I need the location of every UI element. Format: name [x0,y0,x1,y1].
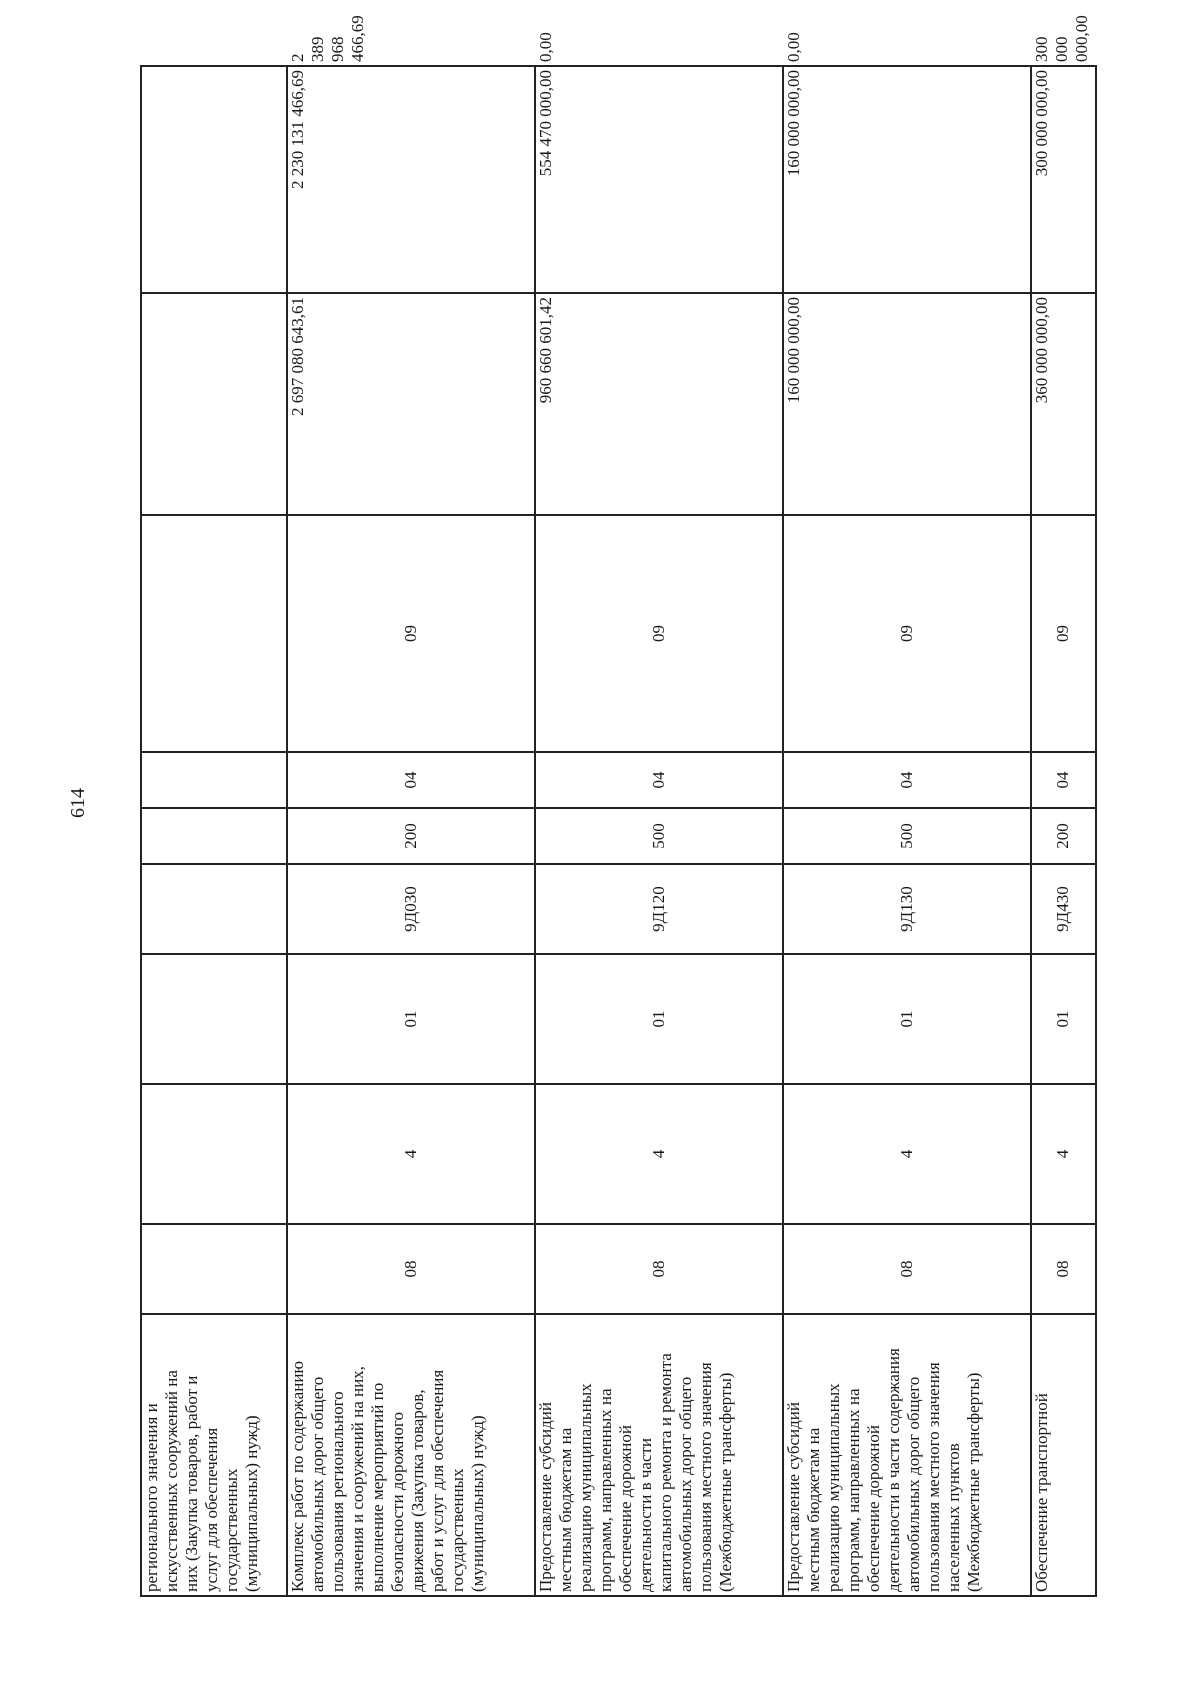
code-cell: 08 [535,1224,783,1314]
code-cell: 04 [287,752,535,808]
code-cell: 09 [783,515,1031,752]
amount-cell: 2 230 131 466,69 [287,66,535,293]
table-row: Предоставление субсидий местным бюджетам на реализацию муниципальных программ, направленных на обеспечение дорожной деятельности в части содержания автомобильных дорог общего пользования местного значения населенных пунктов (Межбюджетные трансферты) 08 4 01 9Д130 500 04 09 160 000 000,00 160 000 000,00 0,00 [783,66,1031,1596]
code-cell: 08 [783,1224,1031,1314]
code-cell: 200 [287,808,535,864]
row-description: Комплекс работ по содержанию автомобильных дорог общего пользования регионального значения и сооружений на них, выполнение мероприятий по безопасности дорожного движения (Закупка товаров, работ и услуг для обеспечения государственных (муниципальных) нужд) [287,1314,535,1596]
code-cell: 200 [1031,808,1096,864]
code-cell: 09 [535,515,783,752]
amount-cell: 2 697 080 643,61 [287,293,535,515]
amount-cell [141,293,287,515]
code-cell: 01 [287,954,535,1084]
code-cell [141,954,287,1084]
amount-cell: 160 000 000,00 [783,293,1031,515]
row-description: Предоставление субсидий местным бюджетам на реализацию муниципальных программ, направленных на обеспечение дорожной деятельности в части содержания автомобильных дорог общего пользования местного значения населенных пунктов (Межбюджетные трансферты) [783,1314,1031,1596]
code-cell: 500 [783,808,1031,864]
code-cell: 01 [535,954,783,1084]
rotated-table-container [140,15,1097,1597]
code-cell: 4 [535,1084,783,1224]
code-cell: 9Д120 [535,864,783,954]
code-cell: 01 [1031,954,1096,1084]
code-cell: 04 [1031,752,1096,808]
amount-cell [141,66,287,293]
amount-cell: 554 470 000,00 [535,66,783,293]
code-cell: 01 [783,954,1031,1084]
code-cell: 500 [535,808,783,864]
code-cell: 08 [1031,1224,1096,1314]
amount-cell: 960 660 601,42 [535,293,783,515]
code-cell [141,1084,287,1224]
code-cell: 04 [535,752,783,808]
amount-cell: 360 000 000,00 [1031,293,1096,515]
code-cell [141,752,287,808]
amount-cell: 160 000 000,00 [783,66,1031,293]
code-cell: 4 [287,1084,535,1224]
code-cell: 4 [783,1084,1031,1224]
code-cell: 4 [1031,1084,1096,1224]
code-cell [141,864,287,954]
row-description: Предоставление субсидий местным бюджетам на реализацию муниципальных программ, направленных на обеспечение дорожной деятельности в части капитального ремонта и ремонта автомобильных дорог общего пользования местного значения (Межбюджетные трансферты) [535,1314,783,1596]
table-row [141,66,287,1596]
code-cell [141,515,287,752]
row-description: регионального значения и искусственных сооружений на них (Закупка товаров, работ и услуг для обеспечения государственных (муниципальных) нужд) [141,1314,287,1596]
code-cell: 9Д030 [287,864,535,954]
budget-table [140,15,1097,1597]
code-cell: 9Д430 [1031,864,1096,954]
table-row: Обеспечение транспортной 08 4 01 9Д430 200 04 09 360 000 000,00 300 000 000,00 300 000 000,00 [1031,66,1096,1596]
code-cell [141,1224,287,1314]
page-number: 614 [67,788,89,818]
code-cell: 9Д130 [783,864,1031,954]
code-cell: 04 [783,752,1031,808]
code-cell [141,808,287,864]
table-row: Комплекс работ по содержанию автомобильных дорог общего пользования регионального значения и сооружений на них, выполнение мероприятий по безопасности дорожного движения (Закупка товаров, работ и услуг для обеспечения государственных (муниципальных) нужд) 08 4 01 9Д030 200 04 09 2 697 080 643,61 2 230 131 466,69 2 389 968 466,69 [287,66,535,1596]
row-description: Обеспечение транспортной [1031,1314,1096,1596]
amount-cell: 300 000 000,00 [1031,66,1096,293]
table-row: Предоставление субсидий местным бюджетам на реализацию муниципальных программ, направленных на обеспечение дорожной деятельности в части капитального ремонта и ремонта автомобильных дорог общего пользования местного значения (Межбюджетные трансферты) 08 4 01 9Д120 500 04 09 960 660 601,42 554 470 000,00 0,00 [535,66,783,1596]
code-cell: 09 [287,515,535,752]
code-cell: 08 [287,1224,535,1314]
code-cell: 09 [1031,515,1096,752]
